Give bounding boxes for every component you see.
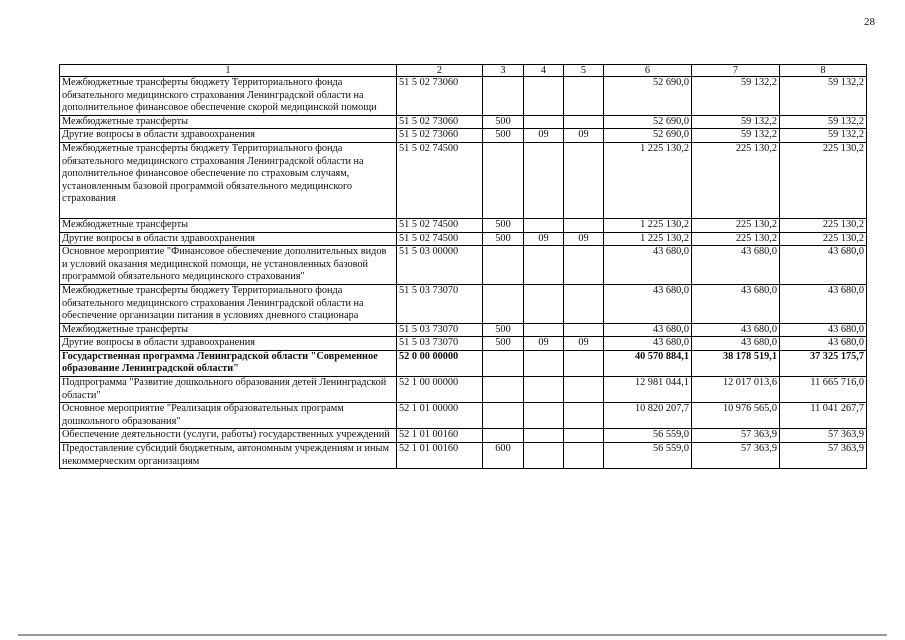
row-vr: 500 xyxy=(483,129,524,143)
table-row xyxy=(60,323,867,337)
row-pr: 09 xyxy=(564,129,604,143)
row-vr: 500 xyxy=(483,115,524,129)
row-name: Межбюджетные трансферты xyxy=(60,218,397,232)
row-code: 51 5 02 74500 xyxy=(397,232,483,246)
column-header: 6 xyxy=(604,65,692,77)
row-name: Межбюджетные трансферты бюджету Территориального фонда обязательного медицинского страхования Ленинградской области на дополнительное финансовое обеспечение скорой медицинской помощи xyxy=(60,77,397,116)
row-name: Другие вопросы в области здравоохранения xyxy=(60,337,397,351)
row-pr xyxy=(564,142,604,218)
row-code: 52 0 00 00000 xyxy=(397,350,483,376)
row-pr xyxy=(564,323,604,337)
column-header: 2 xyxy=(397,65,483,77)
row-vr xyxy=(483,77,524,116)
column-header: 5 xyxy=(564,65,604,77)
row-value-2: 38 178 519,1 xyxy=(692,350,780,376)
row-value-1: 52 690,0 xyxy=(604,115,692,129)
row-pr xyxy=(564,77,604,116)
row-rz xyxy=(524,350,564,376)
row-code: 51 5 02 73060 xyxy=(397,129,483,143)
row-value-2: 43 680,0 xyxy=(692,284,780,323)
table-row xyxy=(60,77,867,116)
row-name: Обеспечение деятельности (услуги, работы) государственных учреждений xyxy=(60,429,397,443)
row-value-2: 59 132,2 xyxy=(692,77,780,116)
row-value-1: 1 225 130,2 xyxy=(604,142,692,218)
row-value-3: 225 130,2 xyxy=(780,142,867,218)
row-value-1: 52 690,0 xyxy=(604,129,692,143)
row-vr: 500 xyxy=(483,337,524,351)
row-name: Межбюджетные трансферты xyxy=(60,115,397,129)
row-name: Основное мероприятие "Финансовое обеспечение дополнительных видов и условий оказания медицинской помощи, не установленных базовой программой обязательного медицинского страхования" xyxy=(60,246,397,285)
row-name: Межбюджетные трансферты бюджету Территориального фонда обязательного медицинского страхования Ленинградской области на дополнительное финансовое обеспечение по страховым случаям, установленным базовой программой обязательного медицинского страхования xyxy=(60,142,397,218)
table-row xyxy=(60,142,867,218)
table-row xyxy=(60,232,867,246)
row-code: 51 5 02 74500 xyxy=(397,142,483,218)
row-value-3: 43 680,0 xyxy=(780,323,867,337)
row-name: Другие вопросы в области здравоохранения xyxy=(60,129,397,143)
row-vr xyxy=(483,429,524,443)
row-value-3: 37 325 175,7 xyxy=(780,350,867,376)
row-vr: 500 xyxy=(483,323,524,337)
row-value-1: 56 559,0 xyxy=(604,443,692,469)
row-value-1: 1 225 130,2 xyxy=(604,232,692,246)
row-rz xyxy=(524,77,564,116)
row-value-3: 57 363,9 xyxy=(780,429,867,443)
row-name: Государственная программа Ленинградской области "Современное образование Ленинградской области" xyxy=(60,350,397,376)
row-value-1: 43 680,0 xyxy=(604,246,692,285)
row-vr xyxy=(483,377,524,403)
row-pr xyxy=(564,429,604,443)
row-vr: 600 xyxy=(483,443,524,469)
row-value-2: 43 680,0 xyxy=(692,337,780,351)
row-value-1: 43 680,0 xyxy=(604,337,692,351)
row-value-1: 40 570 884,1 xyxy=(604,350,692,376)
column-header: 8 xyxy=(780,65,867,77)
row-value-2: 57 363,9 xyxy=(692,429,780,443)
row-value-2: 10 976 565,0 xyxy=(692,403,780,429)
row-value-1: 12 981 044,1 xyxy=(604,377,692,403)
row-pr: 09 xyxy=(564,232,604,246)
row-value-2: 225 130,2 xyxy=(692,232,780,246)
row-vr: 500 xyxy=(483,232,524,246)
row-pr xyxy=(564,377,604,403)
row-rz xyxy=(524,377,564,403)
row-code: 52 1 01 00160 xyxy=(397,429,483,443)
row-value-3: 59 132,2 xyxy=(780,77,867,116)
row-pr xyxy=(564,443,604,469)
row-pr xyxy=(564,246,604,285)
row-code: 52 1 01 00160 xyxy=(397,443,483,469)
header-row xyxy=(60,65,867,77)
row-value-3: 11 665 716,0 xyxy=(780,377,867,403)
row-value-3: 11 041 267,7 xyxy=(780,403,867,429)
column-header: 7 xyxy=(692,65,780,77)
row-rz xyxy=(524,218,564,232)
table-row xyxy=(60,350,867,376)
row-pr xyxy=(564,350,604,376)
table-row xyxy=(60,377,867,403)
row-rz xyxy=(524,403,564,429)
table-row xyxy=(60,129,867,143)
column-header: 1 xyxy=(60,65,397,77)
row-value-2: 59 132,2 xyxy=(692,129,780,143)
row-rz xyxy=(524,429,564,443)
row-vr xyxy=(483,284,524,323)
row-code: 51 5 02 73060 xyxy=(397,115,483,129)
row-value-2: 59 132,2 xyxy=(692,115,780,129)
row-value-1: 10 820 207,7 xyxy=(604,403,692,429)
row-pr xyxy=(564,284,604,323)
row-value-3: 43 680,0 xyxy=(780,284,867,323)
row-vr xyxy=(483,403,524,429)
row-value-1: 43 680,0 xyxy=(604,323,692,337)
row-code: 52 1 01 00000 xyxy=(397,403,483,429)
row-value-3: 59 132,2 xyxy=(780,129,867,143)
row-name: Предоставление субсидий бюджетным, автономным учреждениям и иным некоммерческим организациям xyxy=(60,443,397,469)
row-value-3: 43 680,0 xyxy=(780,246,867,285)
table-row xyxy=(60,403,867,429)
row-code: 52 1 00 00000 xyxy=(397,377,483,403)
row-name: Межбюджетные трансферты xyxy=(60,323,397,337)
row-pr xyxy=(564,403,604,429)
row-value-2: 43 680,0 xyxy=(692,323,780,337)
row-value-2: 57 363,9 xyxy=(692,443,780,469)
row-value-1: 56 559,0 xyxy=(604,429,692,443)
row-rz: 09 xyxy=(524,232,564,246)
row-value-1: 43 680,0 xyxy=(604,284,692,323)
table-row xyxy=(60,429,867,443)
row-code: 51 5 03 73070 xyxy=(397,337,483,351)
row-value-3: 225 130,2 xyxy=(780,232,867,246)
row-vr xyxy=(483,246,524,285)
row-name: Подпрограмма "Развитие дошкольного образования детей Ленинградской области" xyxy=(60,377,397,403)
table-row xyxy=(60,246,867,285)
row-rz xyxy=(524,323,564,337)
row-value-2: 225 130,2 xyxy=(692,218,780,232)
row-pr xyxy=(564,218,604,232)
row-code: 51 5 02 74500 xyxy=(397,218,483,232)
row-name: Другие вопросы в области здравоохранения xyxy=(60,232,397,246)
row-rz: 09 xyxy=(524,337,564,351)
row-name: Межбюджетные трансферты бюджету Территориального фонда обязательного медицинского страхования Ленинградской области на обеспечение организации питания в условиях дневного стационара xyxy=(60,284,397,323)
table-row xyxy=(60,115,867,129)
row-rz xyxy=(524,443,564,469)
row-value-3: 57 363,9 xyxy=(780,443,867,469)
table-row xyxy=(60,218,867,232)
budget-table xyxy=(59,64,867,469)
table-row xyxy=(60,284,867,323)
row-rz: 09 xyxy=(524,129,564,143)
table-row xyxy=(60,443,867,469)
row-vr xyxy=(483,142,524,218)
row-value-2: 12 017 013,6 xyxy=(692,377,780,403)
row-value-1: 1 225 130,2 xyxy=(604,218,692,232)
row-value-2: 43 680,0 xyxy=(692,246,780,285)
footer-divider xyxy=(18,634,887,636)
row-code: 51 5 03 73070 xyxy=(397,323,483,337)
row-vr xyxy=(483,350,524,376)
row-value-1: 52 690,0 xyxy=(604,77,692,116)
row-pr xyxy=(564,115,604,129)
row-value-3: 59 132,2 xyxy=(780,115,867,129)
row-value-3: 43 680,0 xyxy=(780,337,867,351)
table-row xyxy=(60,337,867,351)
row-vr: 500 xyxy=(483,218,524,232)
row-code: 51 5 02 73060 xyxy=(397,77,483,116)
row-rz xyxy=(524,115,564,129)
row-code: 51 5 03 73070 xyxy=(397,284,483,323)
row-rz xyxy=(524,142,564,218)
column-header: 4 xyxy=(524,65,564,77)
row-pr: 09 xyxy=(564,337,604,351)
row-value-3: 225 130,2 xyxy=(780,218,867,232)
row-value-2: 225 130,2 xyxy=(692,142,780,218)
row-code: 51 5 03 00000 xyxy=(397,246,483,285)
column-header: 3 xyxy=(483,65,524,77)
page-number: 28 xyxy=(864,16,875,28)
row-name: Основное мероприятие "Реализация образовательных программ дошкольного образования" xyxy=(60,403,397,429)
row-rz xyxy=(524,284,564,323)
row-rz xyxy=(524,246,564,285)
